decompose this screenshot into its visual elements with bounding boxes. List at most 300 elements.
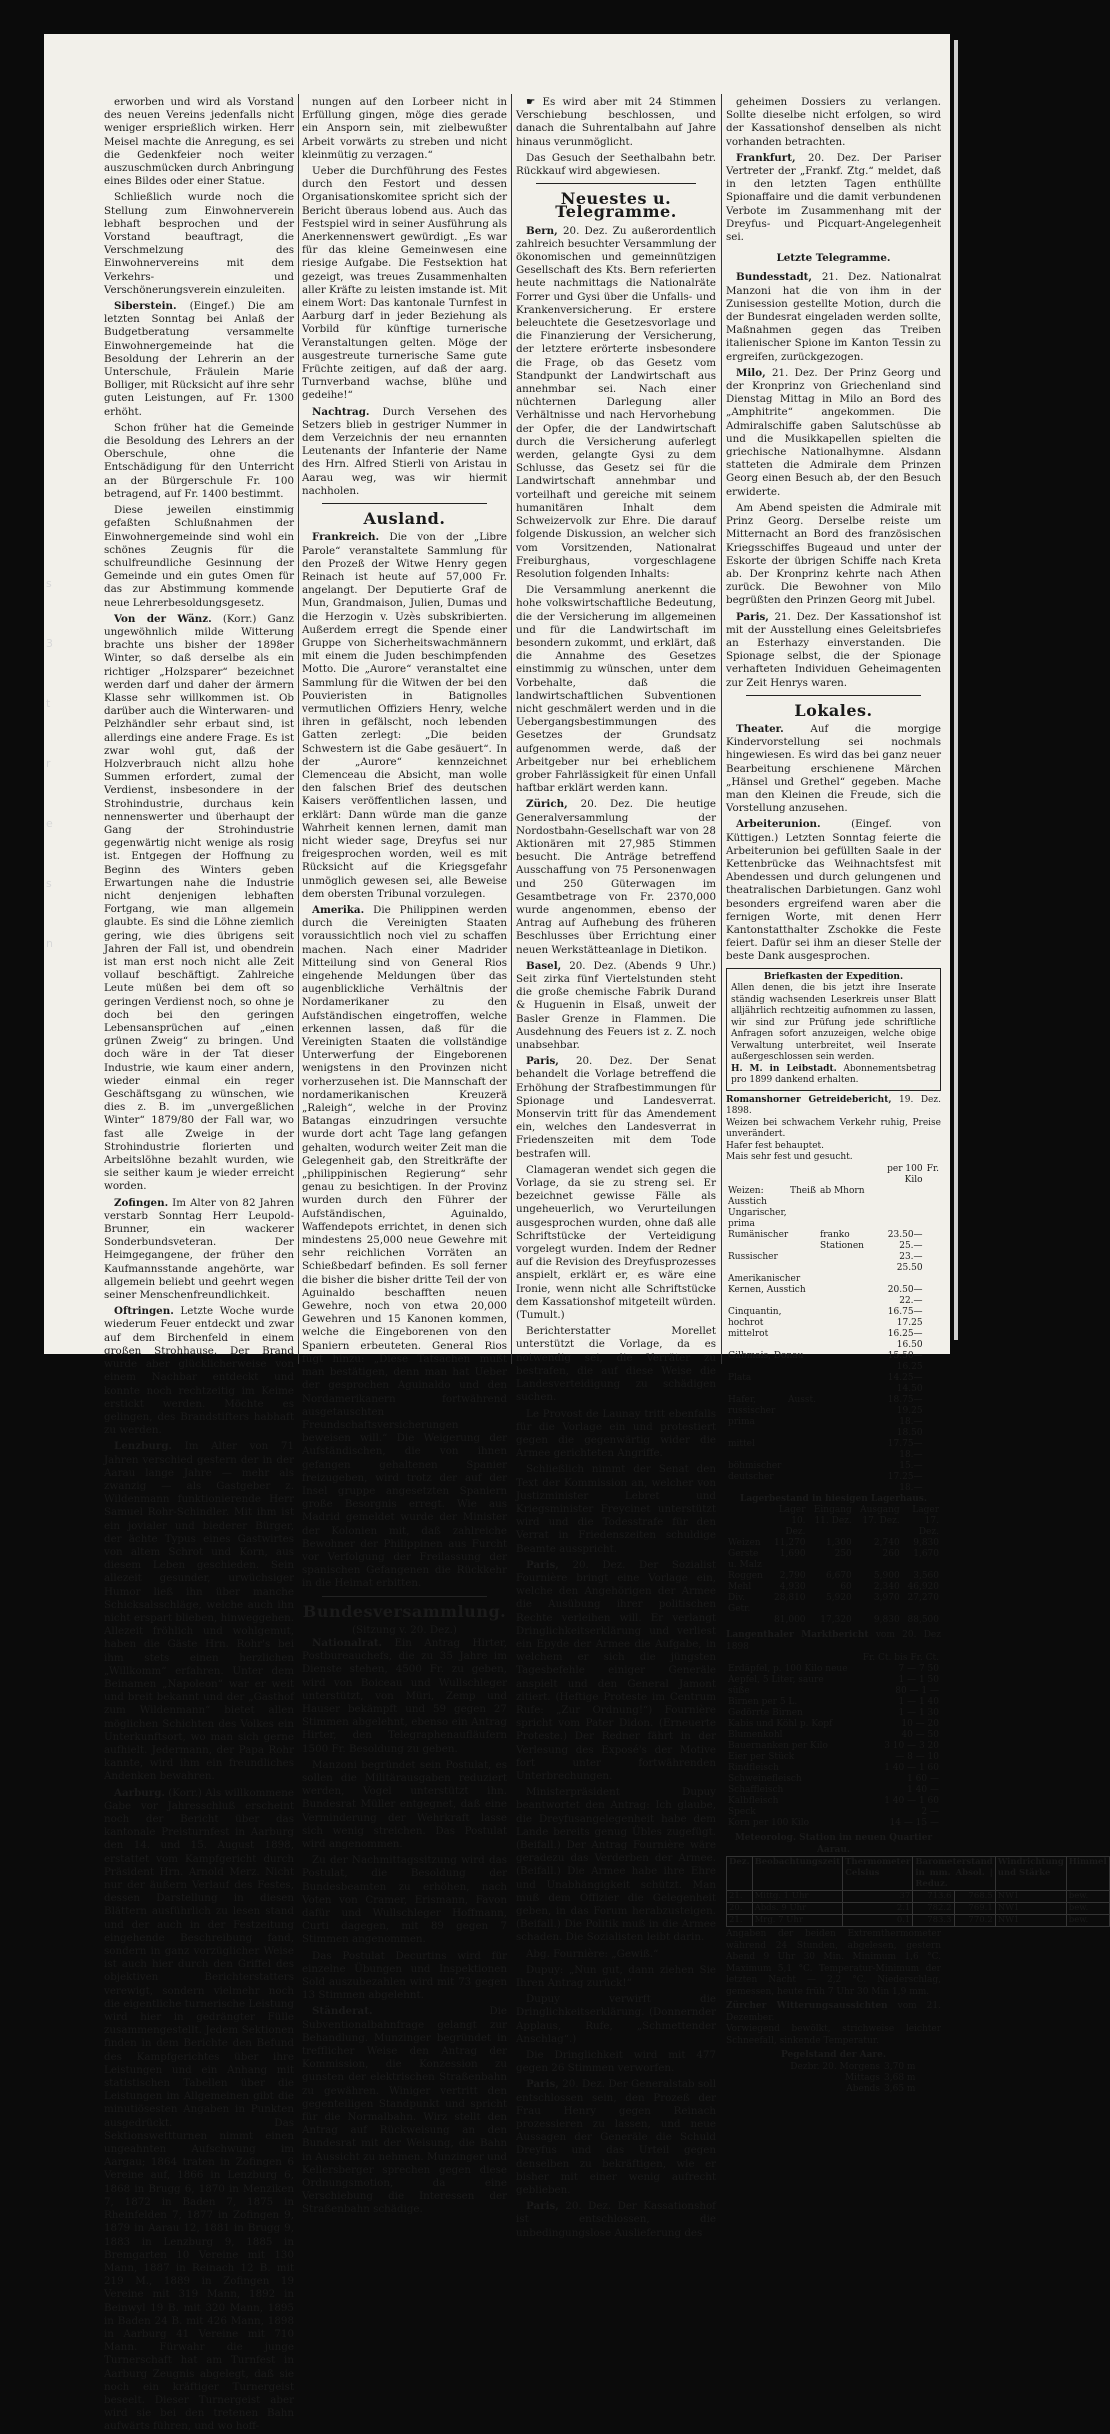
table-row [726,1329,941,1351]
table-row [726,1351,941,1373]
paragraph: Schließlich wurde noch die Stellung zum Einwohnerverein lebhaft besprochen und der Vorstand beauftragt, die Verschmelzung des Einwohnervereins mit dem Verkehrs- und Verschönerungsverein einzuleiten. [104,191,294,296]
table-cell [925,1329,941,1351]
table-header [818,1164,880,1186]
table-cell: 6,670 [826,1571,852,1582]
table-row [726,2062,941,2073]
table-cell [880,1208,925,1230]
table-cell: franko Stationen [819,1229,864,1251]
place-lead: Paris, [526,2200,559,2213]
table-cell: 3,70 m [884,2061,916,2072]
place-lead: Zürich, [526,798,568,811]
paragraph [516,1055,716,1161]
table-cell: Dezbr. 20. Morgens [790,2061,880,2072]
table-cell: 18.—18.50 [896,1416,923,1438]
paragraph [104,1197,294,1303]
paragraph-text: Letzte Woche wurde wiederum Feuer entdeckt und zwar auf dem Birchenfeld in einem großen Strohhause. Der Brand wurde aber glücklicherweise von einem Nachbar entdeckt und konnte noch rechtzeitig im Keime erstickt werden. Möchte es gelingen, des Brandstifters habhaft zu werden. [104,1305,294,1437]
paragraph [516,2200,716,2240]
paragraph-text: 20. Dez. Der Sozialist Fournière bringt eine Vorlage ein, welche den Angehörigen der Armee die Ausübung ihrer politischen Rechte verleihen will. Er verlangt Dringlichkeitserklärung und verliest ein Epyde der Armee die Aufgabe, in welchem er sich die jüngsten Tagesbefehle einiger Generäle anspielt und den General Jamont zitiert. (Heftige Proteste im Centrum Rufe: „Zur Ordnung!“) Fournière spricht vom Pater Didon. (Erneuerte Proteste.) Der Redner fährt in der Verlesung des Exposé's der Motive fort unter fortwährenden Unterbrechungen. [516,1558,716,1782]
table-cell: 23.50—25.— [887,1229,923,1251]
paragraph: Dupuy verwirft die Dringlichkeitserklärung. (Donnernder Applaus, Rufe, „Schmettender Anschlag“.) [516,1993,716,2045]
place-lead: Lenzburg. [114,1440,173,1453]
table-cell: Gilbmais, Donau [728,1350,804,1361]
table-cell: bew. [1066,1891,1109,1903]
table-cell: 21. [727,1915,753,1927]
paragraph: Das Postulat Decurtins wird für einzelne Übungen und Inspektionen Sold auszubezahlen wird mit 73 gegen 13 Stimmen abgelehnt. [302,1949,507,2002]
table-cell: 11,270 [774,1538,806,1549]
getreide-title: Romanshorner Getreidebericht, [726,1094,892,1105]
paragraph-text: 20. Dez. Der Generalstab soll entschlossen sein, den Prozeß der Frau Henry gegen Reinach prozessieren zu lassen, und neue Aussagen der Generäle die Schuld Dreyfus und das Urteil gegen denselben zu bekräftigen, wie er bisher mit einer wenig aufrecht geblieben. [516,2078,716,2197]
table-cell: Weizen [728,1538,761,1549]
table-cell: 81,000 [774,1615,806,1626]
table-cell [880,1186,925,1208]
table-cell [925,1472,941,1494]
table-cell [925,1439,941,1461]
place-lead: Bern, [526,224,558,237]
table-cell: Gedörrte Birnen [728,1708,803,1719]
lager-title: Lagerbestand in hiesigen Lagerhaus. [740,1493,927,1504]
table-header: Barometerstand in mm. Absol. | Reduz. [913,1857,995,1891]
table-cell [818,1395,880,1417]
table-cell: 260 [882,1549,900,1560]
table-row [726,1730,941,1741]
table-cell [818,1373,880,1395]
paragraph-text: Die Subventionalbahnfrage gelangt zur Behandlung. Munzinger begründet in trefflicher Weise den Antrag der Kommission, die Konzession zu gunsten der elektrischen Straßenbahn zu gewähren. Winiger vertritt den gegenteiligen Standpunkt und spricht für die Normalbahn. Wirz stellt den Antrag auf Rückweisung an den Bundesrat mit der Weisung, die Bahn in Aussicht zu nehmen. Munzinger und Kellersberger sprechen gegen diese Ordnungsmotion, da eine Verschiebung die Interessen der Straßenbahn schädige. [302,2005,507,2216]
table-cell: Mehl [728,1582,752,1593]
table-cell: 17,320 [820,1615,852,1626]
paragraph: Diese jeweilen einstimmig gefaßten Schlußnahmen der Einwohnergemeinde sind wohl ein schönes Zeugnis für die schulfreundliche Gesinnung der Gemeinde und ein gutes Omen für das zur Abstimmung kommende neue Lehrerbesoldungsgesetz. [104,504,294,609]
table-cell [818,1252,880,1274]
table-cell: prima [728,1416,755,1427]
table-cell: 7 — 7 50 [898,1664,939,1675]
table-cell: NW1 [995,1915,1066,1927]
paragraph: Berichterstatter Morellet unterstützt die Vorlage, da es notwendig sei, die Verräter zu bestrafen, die auf diese Weise die Landesverteidigung zu schädigen suchen. [516,1325,716,1404]
table-cell: 1,690 [779,1549,806,1560]
table-row [727,1891,1110,1903]
paragraph: Dupuy: „Nun gut, dann ziehen Sie Ihren Antrag zurück!“ [516,1963,716,1990]
table-cell [925,1417,941,1439]
table-cell: Amerikanischer [728,1273,801,1284]
table-row [726,1252,941,1274]
table-cell [818,1461,880,1472]
table-cell: 1 40 — 1 60 [884,1796,939,1807]
table-header [726,1164,818,1186]
table-cell: 21. [727,1891,753,1903]
table-cell: 9,830 [913,1538,939,1549]
paragraph [516,960,716,1052]
table-cell: 5,920 [826,1593,852,1604]
paragraph-text: Durch Versehen des Setzers blieb in gestriger Nummer in dem Verzeichnis der neu ernannten Leutenants der Infanterie der Name des Hrn. Alfred Stierli von Aristau in Aarau weg, was wir hiermit nachholen. [302,405,507,497]
table-row [726,1472,941,1494]
table-cell: 37 [843,1891,913,1903]
table-cell [925,1395,941,1417]
paragraph [726,152,941,244]
paragraph [104,1440,294,1783]
table-cell: 88,500 [907,1615,939,1626]
paragraph [302,904,507,1591]
table-cell: Birnen per 5 L. [728,1697,798,1708]
paragraph-text: 21. Dez. Der Kassationshof ist mit der Ausstellung eines Geleitsbriefes an Esterhazy einverstanden. Die Spionage selbst, die der Spionage verhafteten Individuen Geheimagenten zur Zeit Henrys waren. [726,610,941,689]
paragraph-text: Im Alter von 82 Jahren verstarb Sonntag Herr Leupold-Brunner, ein wackerer Sonderbundsveteran. Der Heimgegangene, der früher den Kaufmannsstande angehörte, war allgemein beliebt und geehrt wegen seiner Menschenfreundlichkeit. [104,1196,294,1302]
getreide-summary-2: Hafer fest behauptet. [726,1140,825,1151]
table-cell [880,1274,925,1285]
briefkasten-note [731,1064,936,1087]
paragraph [516,1559,716,1783]
paragraph-text: Die von der „Libre Parole“ veranstaltete Sammlung für den Prozeß der Witwe Henry gegen Reinach ist heute auf 57,000 Fr. angelangt. Der Deputierte Graf de Mun, Grandmaison, Julien, Dumas und die Herzogin v. Uzès subskribierten. Außerdem erregt die Spende einer Gruppe von Sicherheitswachmännern mit einem die Juden beschimpfenden Motto. Die „Aurore“ veranstaltet eine Sammlung für die Witwen der bei den Pouvieristen in Batignolles vermutlichen Offiziers Henry, welche ihren in gefälscht, noch lebenden Gatten zerlegt: „Die beiden Schwestern ist die Gabe gesäuert“. In der „Aurore“ kennzeichnet Clemenceau die Absicht, man wolle den falschen Brief des deutschen Kaisers veröffentlichen lassen, und erklärt: Dann würde man die ganze Wahrheit kennen lernen, damit man nicht wieder sage, Dreyfus sei nur freigesprochen worden, weil es mit Rücksicht auf die Kriegsgefahr unmöglich gewesen sei, alle Beweise dem obersten Tribunal vorzulegen. [302,531,507,900]
table-cell: 28,810 [774,1593,806,1604]
paragraph [302,531,507,901]
table-cell: 250 [834,1549,852,1560]
table-cell: 782.2 [913,1903,954,1915]
table-row [726,1417,941,1439]
place-lead: Arbeiterunion. [736,818,821,831]
markt-date: vom 20. Dez 1898 [726,1630,941,1652]
pegel-table [726,2062,941,2095]
table-header: Lager 17. Dez. [912,1505,939,1538]
section-heading-ausland: Ausland. [363,509,446,529]
session-date: (Sitzung v. 20. Dez.) [352,1623,457,1636]
table-cell: Russischer [728,1251,778,1262]
place-lead: Nachtrag. [312,405,370,418]
paragraph: Schließlich nimmt der Senat den Text der Kommission an, welcher von Justizminister Lebret und Kriegsminister Freycinet unterstützt wird und die Todesstrafe für den Verrat in Friedenszeiten schuldige Beamte ausspricht. [516,1463,716,1555]
paragraph [302,2005,507,2216]
paragraph: Die Versammlung anerkennt die hohe volkswirtschaftliche Bedeutung, die der Versicherung im allgemeinen und für die Landwirtschaft im besondern zukommt, und erklärt, daß die Annahme des Gesetzes einstimmig zu wünschen, unter dem Vorbehalte, daß die landwirtschaftlichen Subventionen nicht geschmälert werden und in die Uebergangsbestimmungen des Gesetzes der Grundsatz aufgenommen werde, daß der Arbeitgeber nur bei erheblichem grober Fahrlässigkeit für einen Unfall haftbar erklärt werden kann. [516,584,716,795]
section-heading-neuestes: Neuestes u. Telegramme. [555,189,677,222]
paragraph [726,611,941,690]
table-cell: Hafer, Ausst. russischer [728,1394,816,1416]
table-cell: süße [728,1686,750,1697]
paragraph-text: Auf die morgige Kindervorstellung sei nochmals hingewiesen. Es wird das bei ganz neuer Bearbeitung erschienene Märchen „Hänsel und Grethel“ gegeben. Mache man den Kleinen die Freude, sich die Vorstellung anzusehen. [726,722,942,815]
table-row [726,1571,941,1582]
table-row [726,1763,941,1774]
table-cell: 16.75—17.25 [887,1306,923,1328]
table-cell: 3,560 [913,1571,939,1582]
table-cell: 2,340 [873,1582,900,1593]
table-cell: böhmischer [728,1460,782,1471]
table-cell: 3,65 m [884,2083,916,2094]
place-lead: Paris, [526,2078,559,2091]
table-cell: Cinquantin, hochrot [728,1306,782,1328]
table-row [726,1582,941,1593]
table-cell: 3,970 [873,1593,900,1604]
paragraph: Am Abend speisten die Admirale mit Prinz Georg. Derselbe reiste um Mitternacht an Bord des französischen Kriegsschiffes Bugeaud und unter der Eskorte der übrigen Schiffe nach Kreta ab. Der Kronprinz kehrte nach Athen zurück. Die Bewohner von Milo begrüßten den Prinzen Georg mit Jubel. [726,501,941,607]
table-cell: 9,830 [873,1615,900,1626]
table-row [727,1903,1110,1915]
table-header: Thermometer Celsius [843,1857,913,1891]
table-cell: 1 — 1 30 [898,1708,939,1719]
briefkasten-signature-text: Abonnementsbetrag pro 1899 dankend erhalten. [731,1063,936,1086]
place-lead: Paris, [526,1558,559,1571]
table-cell [818,1417,880,1439]
paragraph-text: (Eingef.) Die am letzten Sonntag bei Anlaß der Budgetberatung versammelte Einwohnergemeinde hat die Besoldung der Lehrerin an der Unterschule, Fräulein Marie Bolliger, mit Rücksicht auf ihre sehr guten Leistungen, auf Fr. 1300 erhöht. [104,300,294,418]
getreide-summary: Weizen bei schwachem Verkehr ruhig, Preise unverändert. [726,1117,941,1140]
table-cell: Schaffleisch [728,1785,784,1796]
place-lead: Frankreich. [312,531,380,544]
paragraph: erworben und wird als Vorstand des neuen Vereins jedenfalls nicht weniger ersprießlich wirken. Herr Meisel machte die Anregung, es sei die Gedenkfeier noch weiter auszuschmücken durch Anbringung eines Bildes oder einer Statue. [104,96,294,188]
table-cell [818,1208,880,1230]
table-cell: 2 — [921,1807,939,1818]
paragraph-text: Es wird aber mit 24 Stimmen Verschiebung beschlossen, und danach die Suhrentalbahn auf Jahre hinaus verunmöglicht. [516,96,716,148]
column-4 [726,96,1107,2094]
table-row [726,1719,941,1730]
table-row [726,1774,941,1785]
paragraph [104,1787,294,2434]
table-header: Himmel [1066,1857,1109,1891]
table-cell: 20. [727,1903,753,1915]
table-cell: Abds. 9 Uhr [752,1903,842,1915]
wetter-title-2: Aarau. [816,1844,851,1855]
table-row [726,1741,941,1752]
table-cell [925,1307,941,1329]
paragraph [516,798,716,956]
table-header: Fr. [926,1163,939,1174]
zuercher-date: vom 21. Dezember. [726,2001,941,2023]
table-cell: 17.25—18.— [887,1471,923,1493]
table-row [726,1285,941,1307]
table-cell: 2.1 [843,1903,913,1915]
table-cell [925,1285,941,1307]
getreide-table [726,1164,941,1494]
paragraph [104,613,294,1194]
column-2 [302,96,507,2216]
table-row [727,1915,1110,1927]
section-heading-lokales: Lokales. [794,700,873,720]
place-lead: Aarburg. [114,1786,165,1799]
getreide-summary-3: Mais sehr fest und gesucht. [726,1152,853,1163]
place-lead: Frankfurt, [736,151,796,164]
paragraph: Die Dringlichkeit wird mit 477 gegen 26 Stimmen verworfen. [516,2049,716,2075]
getreide-date: 19. Dez. 1898. [726,1094,941,1117]
paragraph: geheimen Dossiers zu verlangen. Sollte dieselbe nicht erfolgen, so wird der Kassationshof denselben als nicht vorhanden betrachten. [726,96,941,148]
getreidebericht [726,1095,941,1627]
edge-marks: s 3 t r e s n [46,577,53,950]
paragraph [302,406,507,498]
briefkasten-signature: H. M. in Leibstadt. [731,1063,837,1074]
paragraph-text: Die Philippinen werden durch die Vereinigten Staaten voraussichtlich noch viel zu schaffen machen. Nach einer Madrider Mitteilung sind von General Rios eingehende Meldungen über das augenblickliche Verhältnis der Nordamerikaner zu den Aufständischen eingetroffen, welche erkennen lassen, daß für die Vereinigten Staaten die vollständige Unterwerfung der Eingeborenen wenigstens in den Provinzen nicht vorherzusehen ist. Die Mannschaft der nordamerikanischen Kreuzerä „Raleigh“, welche in der Provinz Batangas einzudringen versuchte wurde dort acht Tage lang gefangen gehalten, wodurch weiter Zeit man die Gelegenheit gab, den Streitkräfte der „philippinischen Regierung“ sehr genau zu besichtigen. In der Provinz wurden durch den Führer der Aufständischen, Aguinaldo, Waffendepots errichtet, in denen sich mindestens 25,000 neue Gewehre mit sehr reichlichen Vorräten an Schießbedarf befinden. Es soll ferner die bisher die bisher dritte Teil der von Aguinaldo beschafften neuen Gewehre, noch von etwa 20,000 Gewehren und 15 Kanonen kommen, welche die Eingeborenen von den Spaniern erbeuteten. General Rios fügt hinzu: „Diese Tatsachen mußt man bestätigen, denn man hat Ueber der gesprochen Aguinaldo und den Nordamerikanern fortwährend ausgetauschten Freundschaftsversicherungen beweisen will.“ Die Weigerung der Aufständischen, die von ihnen gefangen gehaltenen Spanier freizugeben, wird trotz der auf der Insel gruppe angesetzten Spaniern große Besorgnis erregt. Wie aus Madrid gemeldet wurde der Minister der Kolonien mit, daß zahlreiche Bewohner der Philippinen aus Furcht vor Verfolgung der Freilassung der spanischen Gefangenen die Rückkehr in die Heimat erbitten. [302,903,507,1590]
paragraph [726,818,941,963]
paragraph-text: 21. Dez. Der Prinz Georg und der Kronprinz von Griechenland sind Dienstag Mittag in Milo an Bord des „Amphitrite“ angekommen. Die Admiralschiffe gaben Salutschüsse ab und die Musikkapellen spielten die griechische Nationalhymne. Alsdann statteten die Admirale dem Prinzen Georg einen Besuch ab, der den Besuch erwiderte. [726,366,941,498]
table-row [726,1818,941,1829]
table-cell: Kabis und Köhl p. Kopf [728,1719,833,1730]
scanner-edge-strip [954,40,958,1340]
table-row [726,1664,941,1675]
table-cell: Bauernanken per Kilo [728,1741,828,1752]
table-row [726,1274,941,1285]
table-cell: 4,930 [779,1582,806,1593]
table-row [726,1461,941,1472]
table-cell: bew. [1066,1903,1109,1915]
table-header [726,1505,768,1538]
place-lead: Basel, [526,959,562,972]
table-cell: Mittg. 1 Uhr [752,1891,842,1903]
column-rule-2 [511,94,512,1364]
place-lead: Paris, [736,610,769,623]
table-row [726,1708,941,1719]
table-cell: 1,300 [826,1538,852,1549]
table-row [726,1549,941,1571]
table-row [726,1615,941,1626]
markt-table [726,1653,941,1829]
paragraph-text: 20. Dez. Der Pariser Vertreter der „Frankf. Ztg.“ meldet, daß in den letzten Tagen enthüllte Spionaffaire und die damit verbundenen Verbote im Zusammenhang mit der Dreyfus- und Picquart-Angelegenheit sei. [726,151,941,244]
table-cell: Kalbfleisch [728,1796,779,1807]
table-cell [818,1285,880,1307]
table-cell: Roggen [728,1571,763,1582]
table-cell: Schweinefleisch [728,1774,802,1785]
zuercher-title-line [726,2001,941,2024]
paragraph [516,96,716,149]
paragraph-text: 20. Dez. Die heutige Generalversammlung der Nordostbahn-Gesellschaft war von 28 Aktionären mit 27,985 Stimmen besucht. Die Anträge betreffend Ausschaffung von 75 Personenwagen und 250 Güterwagen im Gesamtbetrage von Fr. 2370,000 wurde angenommen, ebenso der Antrag auf Aufhebung des früheren Beschlusses über Errichtung einer neuen Werkstätteanlage in Dietikon. [516,798,717,956]
table-cell [818,1307,880,1329]
table-cell [925,1230,941,1252]
paragraph-text: Im Alter von 71 Jahren verschied gestern der in der Aarau lange Jahre — mehr als zwanzig — als Gastgeber z. Wildenmann funktionierende Herr Samuel Rohr-Schindler. Mit ihm ist ein jovialer und biederer Bürger, der ächte Typus eines Gastwirtes von altem Schrot und Korn, aus diesem Leben geschieden. Sein allezeit gesunder, urwüchsiger Humor ließ ihn über manche Schicksalsschläge, welche auch ihn nicht erspart blieben, hinweggehen. Allezeit fröhlich und wohlgemut, haben die Gäste Hrn. Rohr's bei ihm stets einen herzlichen „Willkomm“ erfahren. Unter dem Beinamen „Napoleon“ war er weit und breit bekannt und der „Gasthof zum Wildenmann“ bietet allen möglichen Schichten des Volkes ein Unterkunftsort, wo man sich gerne aufhielt. Jedermann, der Papa Rohr kannte, wird ihm ein freundliches Andenken bewahren. [104,1440,294,1783]
table-cell: Abends [846,2083,880,2094]
column-1 [104,96,294,2433]
table-cell: Speck [728,1807,756,1818]
table-header: Lager 10. Dez. [778,1505,806,1538]
table-cell: bew. [1066,1915,1109,1927]
table-row [726,1439,941,1461]
table-cell: 2,740 [873,1538,900,1549]
table-row [726,1230,941,1252]
table-cell [925,1186,941,1208]
table-cell: 17.75—18.— [887,1438,923,1460]
table-cell: 80 — 1 — [895,1686,939,1697]
table-cell: 1 — 1 50 [898,1675,939,1686]
table-cell: Gerste u. Malz [728,1549,762,1571]
table-cell: Rindfleisch [728,1763,779,1774]
paragraph [104,1305,294,1437]
paragraph: Schon früher hat die Gemeinde die Besoldung des Lehrers an der Oberschule, ohne die Entschädigung für den Unterricht an der Bürgerschule Fr. 100 betragend, auf Fr. 1400 bestimmt. [104,421,294,500]
divider [536,183,696,184]
table-header: Dez. [727,1857,753,1891]
table-row [726,1373,941,1395]
table-row [726,1697,941,1708]
table-cell: 60 [840,1582,852,1593]
table-cell: 3,68 m [884,2072,916,2083]
table-cell: Erdäpfel, p. 100 Kilo neue [728,1664,848,1675]
table-cell [818,1351,880,1373]
table-header-row [726,1653,941,1664]
table-cell: 2,790 [779,1571,806,1582]
table-header: per 100 Kilo [887,1163,923,1185]
table-row [726,1785,941,1796]
table-cell [925,1208,941,1230]
paragraph-text: (Korr.) Als willkommene Gabe vor Jahresschluß erscheint noch der Bericht über das kantonale Preisturnfest in Aarburg den 14. und 15. August 1898, erstattet vom Kampfgericht durch Präsident Hrn. Arnold Merz. Nicht nur der äußern Verlauf des Festes, dessen Darstellung in diesen Blättern ausführlich zu lesen stand und der auch in der Festzeitung eingehende Beschreibung fand, sondern in ganz vorzüglicher Weise ist auch hier durch den Griffel des objektiven Berichterstatters verewigt, sondern vielmehr noch die eigentliche turnerische Leistung wird hier in gedrängter Fülle zusammengestellt. Jedem Sektionen finden in dem Berichte den Befund des Kampfgerichtes über ihre Leistungen und ein Anhang mit statistischen Tabellen über die Leistungen im Allgemeinen gibt die minutiösesten Angaben in Punkten ausgedrückt. Das Sektionswettturnen nimmt einen ungeahnten Aufschwung im Aargau; 1864 traten in Zofingen 6 Vereine auf, 1866 in Lenzburg 6, 1868 in Brugg 6, 1870 in Menziken 7, 1872 in Baden 7, 1875 in Rheinfelden 7, 1877 in Zofingen 9, 1879 in Aarau 12, 1881 in Brugg 9, 1883 in Lenzburg 9, 1885 in Bremgarten 10 Vereine mit 130 Mann, 1887 in Reinach 12 B. mit 219 M., 1889 in Zofingen 19 Vereine mit 319 Mann, 1892 in Beinwyl 19 B. mit 320 Mann, 1895 in Baden 24 B. mit 426 Mann, 1898 in Aarburg 41 Vereine mit 710 Mann. Fürwahr die junge Turnerschaft hat am Turnfest in Aarburg Zeugnis abgelegt, daß sie noch ein kräftiger Turnergeist beseelt. Dieser Turnergeist aber wird sie bei den tretenen Bahn aufwärts führen, und wo hoff- [104,1786,294,2433]
paragraph: Das Gesuch der Seethalbahn betr. Rückkauf wird abgewiesen. [516,151,716,178]
table-cell: 10 — 20 [901,1719,939,1730]
table-cell: NW1 [995,1891,1066,1903]
table-header: Beobachtungszeit [752,1857,842,1891]
markt-title-line [726,1630,941,1653]
table-row [726,1538,941,1549]
table-cell: Mittags [844,2072,880,2083]
divider [746,695,921,696]
table-cell: 15.— [899,1460,923,1471]
table-header: Ausgang 17. Dez. [860,1505,900,1527]
table-cell: 783.3 [913,1915,954,1927]
table-cell: Aepfel, 5 Liter, saure [728,1675,824,1686]
table-header: Fr. Ct. bis Fr. Ct. [862,1653,939,1664]
paragraph [726,271,941,363]
table-cell: 27,270 [907,1593,939,1604]
place-lead: Bundesstadt, [736,271,812,284]
table-row [726,1686,941,1697]
paragraph-text: 20. Dez. Der Kassationshof ist entschlossen, die unbedingungslose Auslieferung des [516,2200,716,2239]
place-lead: Zofingen. [114,1196,169,1209]
paragraph [726,723,941,815]
table-cell: deutscher [728,1471,774,1482]
table-row [726,2084,941,2095]
table-cell: 23.—25.50 [896,1251,923,1273]
table-header [726,1653,856,1664]
table-cell: Mrg. 7 Uhr [752,1915,842,1927]
paragraph-text: 20. Dez. (Abends 9 Uhr.) Seit zirka fünf Viertelstunden steht die große chemische Fabrik Durand & Huguenin in Elsaß, unweit der Basler Grenze in Flammen. Die Ausdehnung des Feuers ist z. Z. noch unabsehbar. [516,959,716,1052]
place-lead: Siberstein. [114,300,177,313]
marktbericht [726,1630,941,1829]
getreide-title-line [726,1095,941,1118]
table-cell: — 8 — 10 [895,1752,939,1763]
place-lead: Theater. [736,722,784,735]
table-cell [818,1472,880,1494]
pointing-hand-icon: ☛ [526,96,536,108]
table-row [726,1796,941,1807]
place-lead: Oftringen. [114,1305,174,1318]
table-cell [726,1615,768,1626]
paragraph-text: 20. Dez. Der Senat behandelt die Vorlage betreffend die Erhöhung der Strafbestimmungen für Spionage und Landesverrat. Monservin tritt für das Amendement ein, welches den Landesverrat in Friedenszeiten mit dem Tode bestrafen will. [516,1055,716,1160]
paragraph-text: (Korr.) Ganz ungewöhnlich milde Witterung brachte uns bisher der 1898er Winter, so daß derselbe als ein richtiger „Holzsparer“ bezeichnet werden darf und daher der ärmern Klasse sehr willkommen ist. Ob darüber auch die Winterwaren- und Pelzhändler sehr erbaut sind, ist allerdings eine andere Frage. Es ist zwar wohl gut, daß der Holzverbrauch nicht allzu hohe Summen erfordert, zumal der Verdienst, insbesondere in der Strohindustrie, durchaus kein nennenswerter und überhaupt der Gang der Strohindustrie gegenwärtig nicht wenige als rosig ist. Entgegen der Hoffnung zu Beginn des Winters geben Erwartungen nahe die Industrie nicht denjenigen lebhaften Fortgang, wie man allgemein glaubte. Es sind die Löhne ziemlich gering, wie dies übrigens seit Jahren der Fall ist, und obendrein ist man erst noch nicht alle Zeit vollauf beschäftigt. Zahlreiche Leute müßen bei dem oft so geringen Verdienst noch, so ohne je doch bei den geringen Lebensansprüchen auf „einen grünen Zweig“ zu bringen. Und doch wäre in der Tat dieser Industrie, wie kaum einer andern, wieder einmal ein reger Geschäftsgang zu wünschen, wie dies z. B. im „unvergeßlichen Winter“ 1879/80 der Fall war, wo fast alle Zweige in der Strohindustrie florierten und Arbeitslöhne bezahlt wurden, wie sie seither kaum je wieder erreicht worden. [104,612,294,1193]
table-cell: 20.50—22.— [887,1284,923,1306]
table-cell: 14.25—14.50 [887,1372,923,1394]
section-heading-bundesversammlung: Bundesversammlung. [302,1601,507,1621]
table-cell [925,1274,941,1285]
table-cell: 16.25—16.50 [887,1328,923,1350]
place-lead: Paris, [526,1055,559,1068]
table-cell: 0.1 [843,1915,913,1927]
table-cell: Kernen, Ausstich [728,1284,806,1295]
extrem-text: Angaben der beiden Extremthermometer während 24 Stunden, abgelesen, gestern Abend 9 Uhr 30 Min. Minimum 1,6 °C. Maximum 5,1 °C. Temperatur-Minimum der letzten Nacht — 2,2 °C. Niederschlag, gemessen, heute früh 7 Uhr 30 Min 1,9 mm. [726,1929,941,1997]
paragraph: Manzoni begründet sein Postulat, es sollen die Militärausgaben reduziert werden, Vogel unterstützt ihn. Bundesrat Müller entgegnet, daß eine Verminderung der Wehrkraft lasse sich wenig streichen. Das Postulat wird angenommen. [302,1758,507,1850]
markt-title: Langenthaler Marktbericht [726,1630,869,1641]
paragraph-text: 20. Dez. Zu außerordentlich zahlreich besuchter Versammlung der ökonomischen und gemeinnützigen Gesellschaft des Kts. Bern referierten heute nachmittags die Nationalräte Forrer und Gysi über die Unfalls- und Krankenversicherung. Er erstere beleuchtete die Gesetzesvorlage und die Finanzierung der Versicherung, der letztere erörterte insbesondere die Frage, ob das Gesetz vom Standpunkt der Landwirtschaft aus annehmbar sei. Nach einer nüchternen Darlegung aller Verhältnisse und nach Hervorhebung der Opfer, die der Landwirtschaft durch die Versicherung auferlegt werden, gelangte Gysi zu dem Schlusse, das Gesetz sei für die Landwirtschaft annehmbar und vorteilhaft und gereiche mit seinem humanitären Inhalt dem Schweizervolk zur Ehre. Die darauf folgende Diskussion, an welcher sich vom Vorsitzenden, Nationalrat Freiburghaus, vorgeschlagene Resolution folgenden Inhalts: [516,224,716,580]
paragraph [516,2078,716,2197]
table-row [726,1807,941,1818]
paragraph: Le Provost de Launay tritt ebenfalls für die Vorlage ein und protestiert gegen die gegenwärtig wider die Armee gerichteten Angriffe. [516,1407,716,1460]
paragraph: nungen auf den Lorbeer nicht in Erfüllung gingen, möge dies gerade ein Ansporn sein, mit zielbewußter Arbeit vorwärts zu streben und nicht kleinmütig zu verzagen.“ [302,96,507,161]
place-lead: Milo, [736,366,766,379]
newspaper-page [44,34,1107,2433]
table-cell: Plata [728,1372,752,1383]
column-3 [516,96,717,2239]
table-cell: Rumänischer [728,1229,789,1240]
table-cell: 15.50—16.25 [887,1350,923,1372]
table-row [726,1675,941,1686]
table-cell [818,1274,880,1285]
briefkasten-heading: Briefkasten der Expedition. [763,971,904,982]
table-cell: Blumenkohl [728,1730,783,1741]
table-row [726,1752,941,1763]
table-cell: 1,670 [913,1549,939,1560]
column-rule-1 [298,94,299,1364]
place-lead: Nationalrat. [312,1636,383,1649]
section-heading-letzte-telegramme: Letzte Telegramme. [776,252,891,265]
table-cell: 1 — 1 40 [898,1697,939,1708]
paragraph: Clamageran wendet sich gegen die Vorlage, da sie zu streng sei. Er bezeichnet gewisse Fälle als ungeheuerlich, wo Verurteilungen ausgesprochen wurden, ohne daß alle Schriftstücke der Verteidigung vorgelegt wurden. Indem der Redner auf die Revision des Dreyfusprozesses anspielt, erklärt er, es wäre eine Ironie, wenn nicht alle Schriftstücke dem Kassationshof mitgeteilt würden. (Tumult.) [516,1163,716,1322]
table-cell [818,1329,880,1351]
table-header-row [726,1505,941,1538]
divider [322,1596,487,1597]
table-cell: Korn per 100 Kilo [728,1818,810,1829]
place-lead: Amerika. [312,903,365,916]
pegel-title: Pegelstand der Aare. [780,2050,887,2061]
